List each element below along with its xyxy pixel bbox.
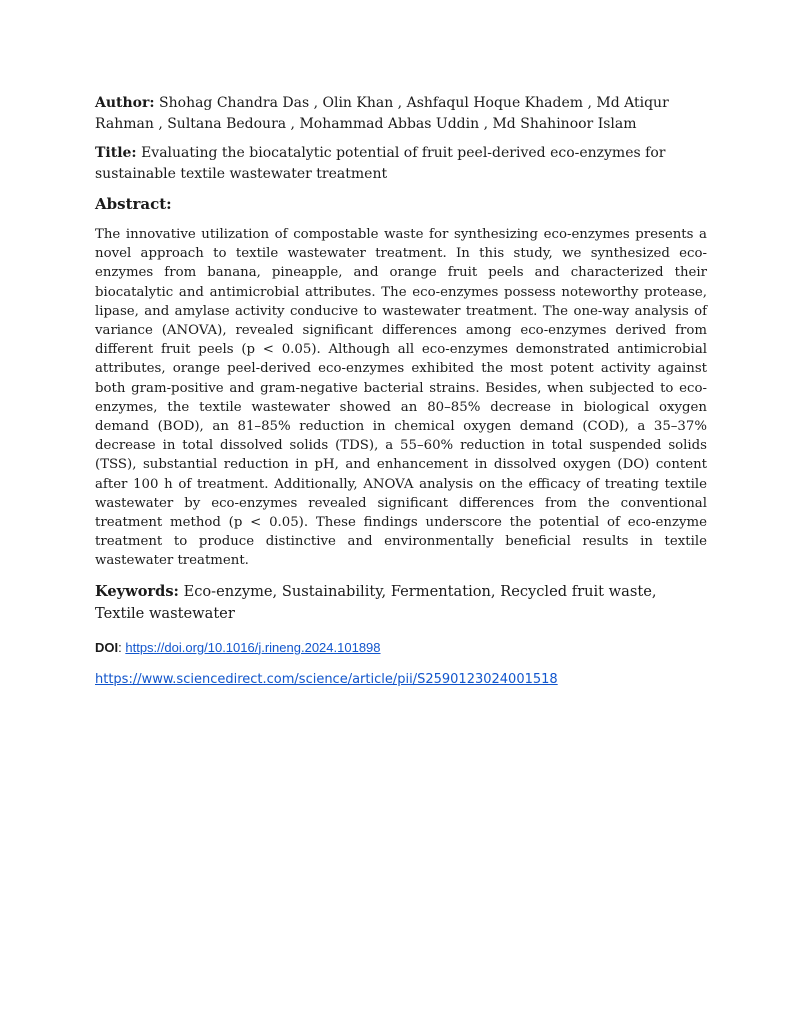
keywords-line	[95, 581, 707, 625]
doi-line	[95, 639, 707, 657]
author-names: Shohag Chandra Das , Olin Khan , Ashfaqul Hoque Khadem , Md Atiqur Rahman , Sultana Bedoura , Mohammad Abbas Uddin , Md Shahinoor Islam	[95, 95, 669, 132]
author-label: Author:	[95, 95, 155, 111]
title-label: Title:	[95, 145, 137, 161]
title-line	[95, 143, 707, 185]
keywords-text: Eco-enzyme, Sustainability, Fermentation, Recycled fruit waste, Textile wastewater	[95, 582, 657, 622]
abstract-heading: Abstract:	[95, 195, 172, 213]
title-text: Evaluating the biocatalytic potential of fruit peel-derived eco-enzymes for sustainable textile wastewater treatment	[95, 145, 666, 182]
sciencedirect-line	[95, 671, 707, 689]
abstract-body: The innovative utilization of compostable waste for synthesizing eco-enzymes presents a novel approach to textile wastewater treatment. In this study, we synthesized eco-enzymes from banana, pineapple, and orange fruit peels and characterized their biocatalytic and antimicrobial attributes. The eco-enzymes possess noteworthy protease, lipase, and amylase activity conducive to wastewater treatment. The one-way analysis of variance (ANOVA), revealed significant differences among eco-enzymes derived from different fruit peels (p < 0.05). Although all eco-enzymes demonstrated antimicrobial attributes, orange peel-derived eco-enzymes exhibited the most potent activity against both gram-positive and gram-negative bacterial strains. Besides, when subjected to eco-enzymes, the textile wastewater showed an 80–85% decrease in biological oxygen demand (BOD), an 81–85% reduction in chemical oxygen demand (COD), a 35–37% decrease in total dissolved solids (TDS), a 55–60% reduction in total suspended solids (TSS), substantial reduction in pH, and enhancement in dissolved oxygen (DO) content after 100 h of treatment. Additionally, ANOVA analysis on the efficacy of treating textile wastewater by eco-enzymes revealed significant differences from the conventional treatment method (p < 0.05). These findings underscore the potential of eco-enzyme treatment to produce distinctive and environmentally beneficial results in textile wastewater treatment.	[95, 227, 707, 569]
keywords-label: Keywords:	[95, 582, 179, 600]
doi-link[interactable]: https://doi.org/10.1016/j.rineng.2024.101898	[125, 639, 381, 655]
document-content	[95, 93, 707, 689]
author-line	[95, 93, 707, 135]
doi-separator: :	[118, 639, 126, 655]
sciencedirect-link[interactable]: https://www.sciencedirect.com/science/article/pii/S2590123024001518	[95, 671, 558, 687]
doi-label: DOI	[95, 639, 119, 655]
